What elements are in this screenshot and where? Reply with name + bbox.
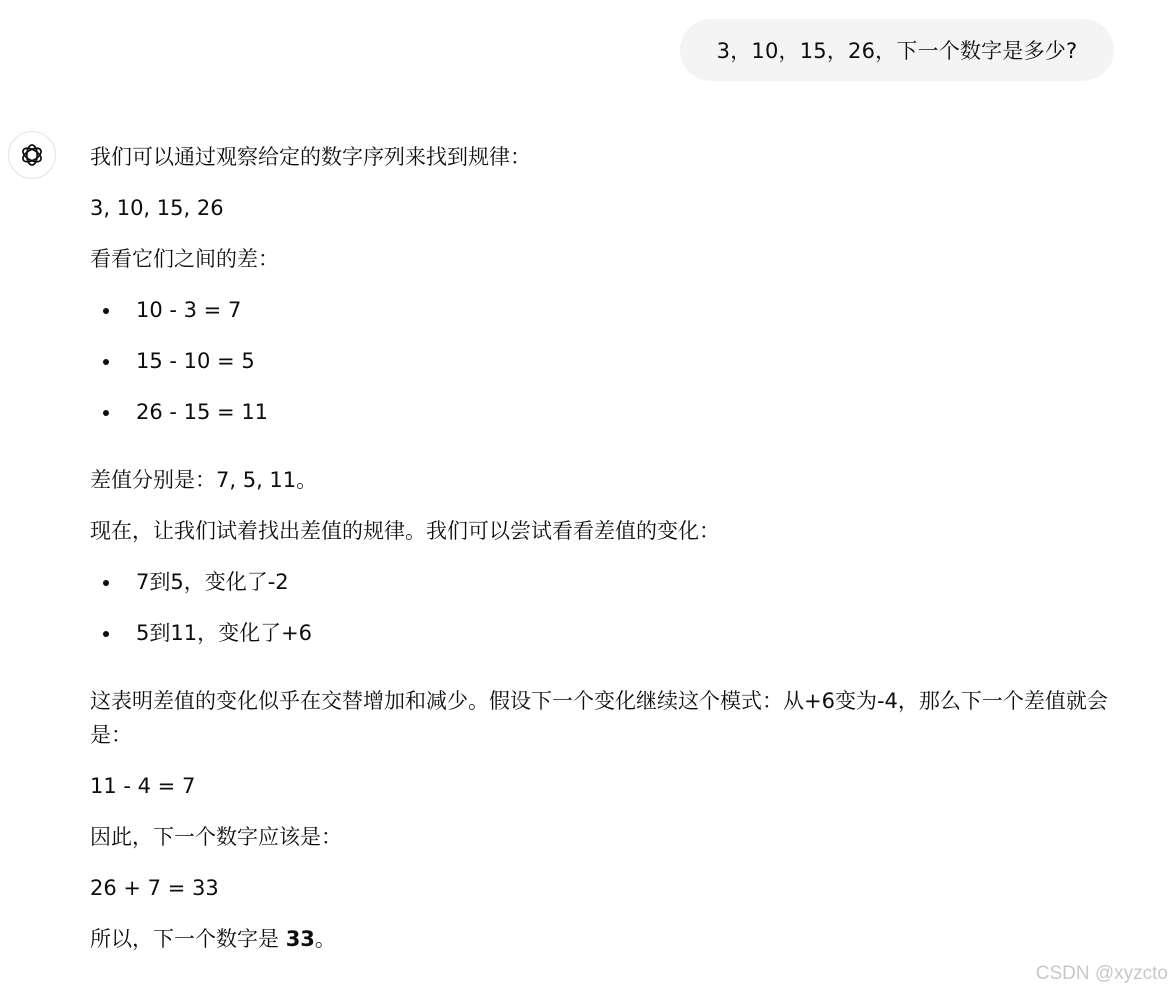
answer-paragraph: 这表明差值的变化似乎在交替增加和减少。假设下一个变化继续这个模式：从+6变为-4，那么下一个差值就会是： [90, 689, 1108, 747]
answer-paragraph: 现在，让我们试着找出差值的规律。我们可以尝试看看差值的变化： [90, 519, 720, 543]
answer-equation: 11 - 4 = 7 [90, 774, 196, 798]
list-item: 15 - 10 = 5 [90, 344, 1130, 378]
assistant-message [90, 140, 1130, 973]
list-item: 7到5，变化了-2 [90, 565, 1130, 599]
final-answer-value: 33 [285, 927, 315, 951]
answer-paragraph: 我们可以通过观察给定的数字序列来找到规律： [90, 145, 531, 169]
openai-logo-icon [19, 142, 45, 168]
list-item: 5到11，变化了+6 [90, 616, 1130, 650]
answer-paragraph: 因此，下一个数字应该是： [90, 825, 342, 849]
list-item: 26 - 15 = 11 [90, 395, 1130, 429]
list-item: 10 - 3 = 7 [90, 293, 1130, 327]
user-message-bubble [680, 19, 1114, 81]
diff-list [90, 293, 1130, 429]
answer-sequence: 3, 10, 15, 26 [90, 196, 224, 220]
assistant-avatar [8, 131, 56, 179]
answer-equation: 26 + 7 = 33 [90, 876, 219, 900]
answer-paragraph: 差值分别是：7, 5, 11。 [90, 468, 318, 492]
final-answer-paragraph [90, 922, 1130, 956]
user-message-text: 3，10，15，26，下一个数字是多少? [716, 39, 1078, 63]
answer-paragraph: 看看它们之间的差： [90, 247, 279, 271]
final-answer-prefix: 所以，下一个数字是 [90, 927, 286, 951]
change-list [90, 565, 1130, 650]
watermark: CSDN @xyzcto [1035, 963, 1168, 984]
final-answer-suffix: 。 [314, 927, 336, 951]
